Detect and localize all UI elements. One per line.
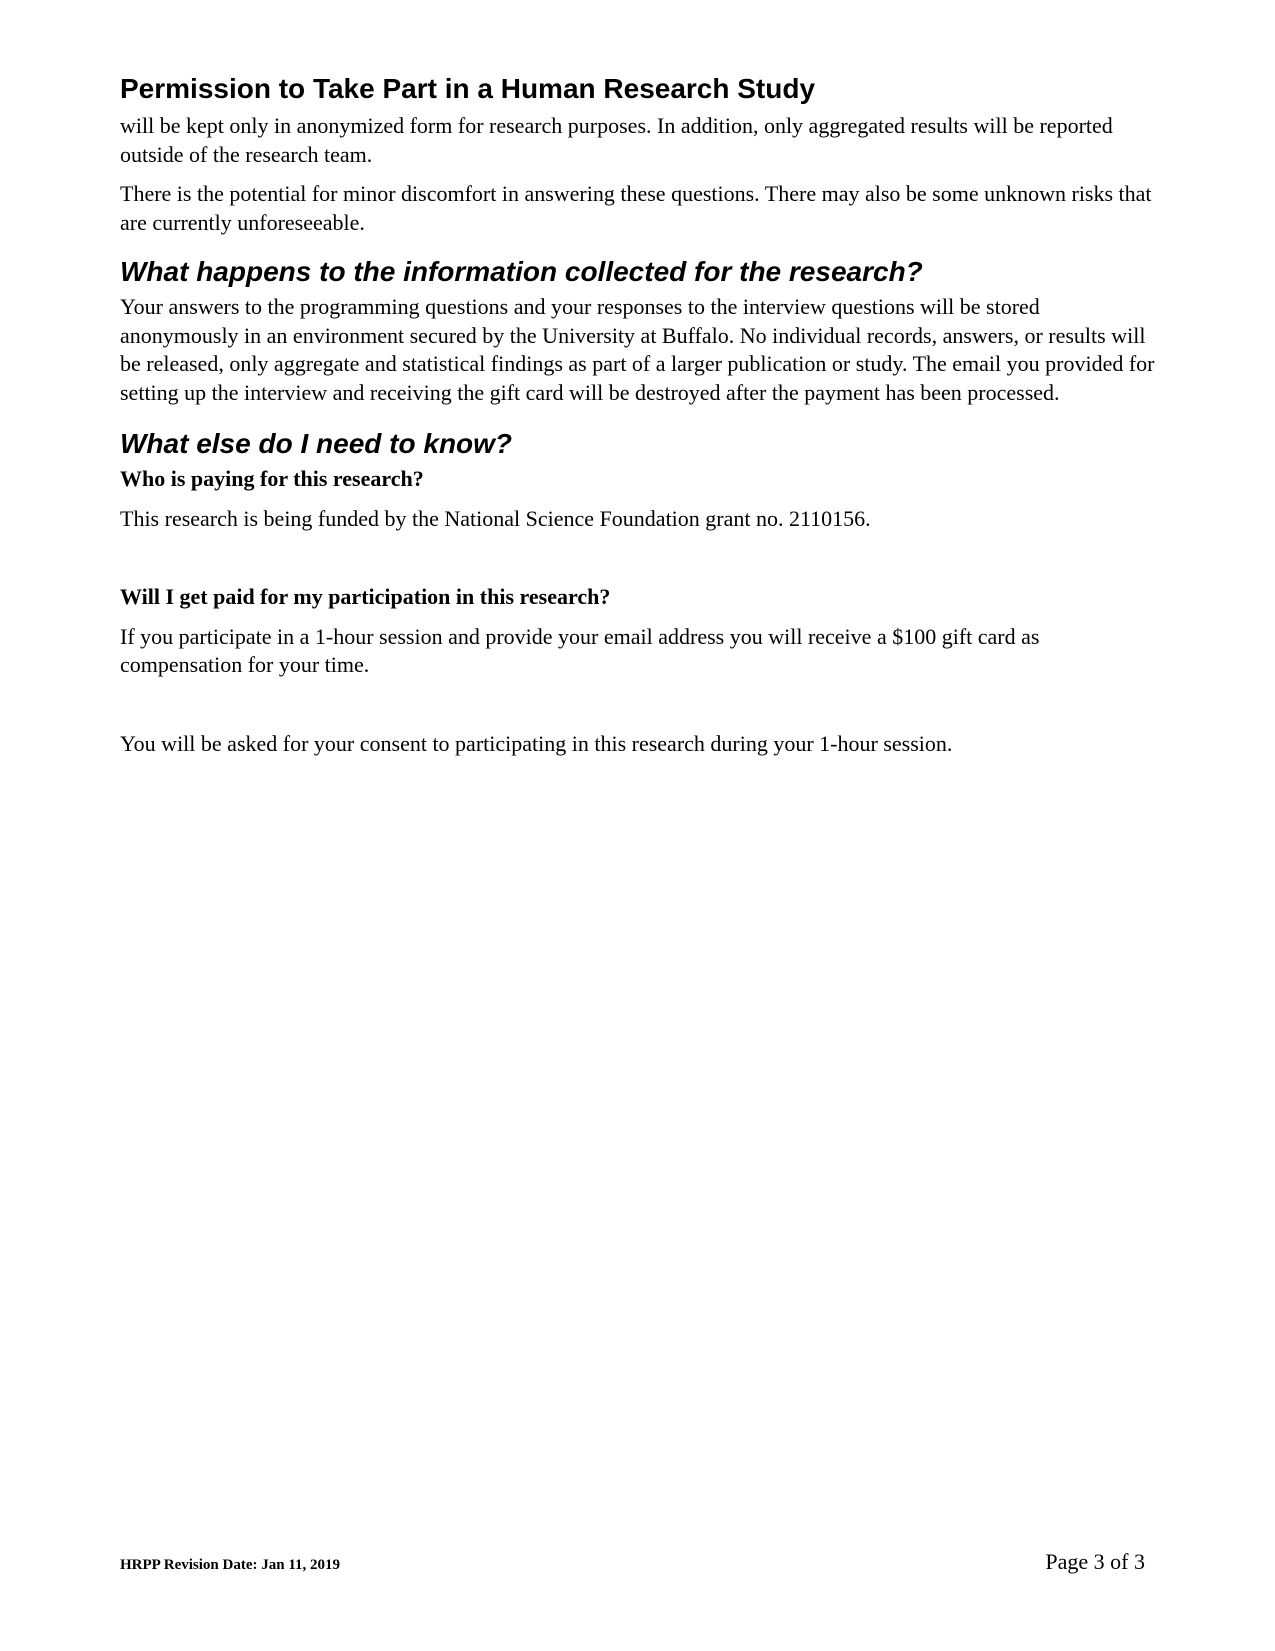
consent-paragraph: You will be asked for your consent to participating in this research during your 1-hour session. (120, 730, 953, 756)
funding-paragraph: This research is being funded by the National Science Foundation grant no. 2110156. (120, 505, 871, 531)
revision-date: HRPP Revision Date: Jan 11, 2019 (120, 1557, 340, 1573)
section-heading-else: What else do I need to know? (120, 428, 513, 459)
section-heading-information: What happens to the information collected for the research? (120, 256, 923, 287)
payment-paragraph: If you participate in a 1-hour session and provide your email address you will receive a $100 gift card as compensation for your time. (120, 623, 1040, 677)
document-title: Permission to Take Part in a Human Research Study (120, 73, 816, 104)
page-number: Page 3 of 3 (1045, 1549, 1145, 1574)
information-paragraph: Your answers to the programming questions and your responses to the interview questions will be stored anonymously in an environment secured by the University at Buffalo. No individual records, answers, or results will be released, only aggregate and statistical findings as part of a larger publication or study. The email you provided for setting up the interview and receiving the gift card will be destroyed after the payment has been processed. (120, 294, 1155, 405)
document-content (120, 72, 1155, 758)
intro-paragraph-2: There is the potential for minor discomfort in answering these questions. There may also be some unknown risks that are currently unforeseeable. (120, 181, 1152, 235)
intro-paragraph-1: will be kept only in anonymized form for research purposes. In addition, only aggregated results will be reported outside of the research team. (120, 113, 1113, 167)
subheading-payment: Will I get paid for my participation in this research? (120, 584, 611, 609)
subheading-funding: Who is paying for this research? (120, 466, 424, 491)
